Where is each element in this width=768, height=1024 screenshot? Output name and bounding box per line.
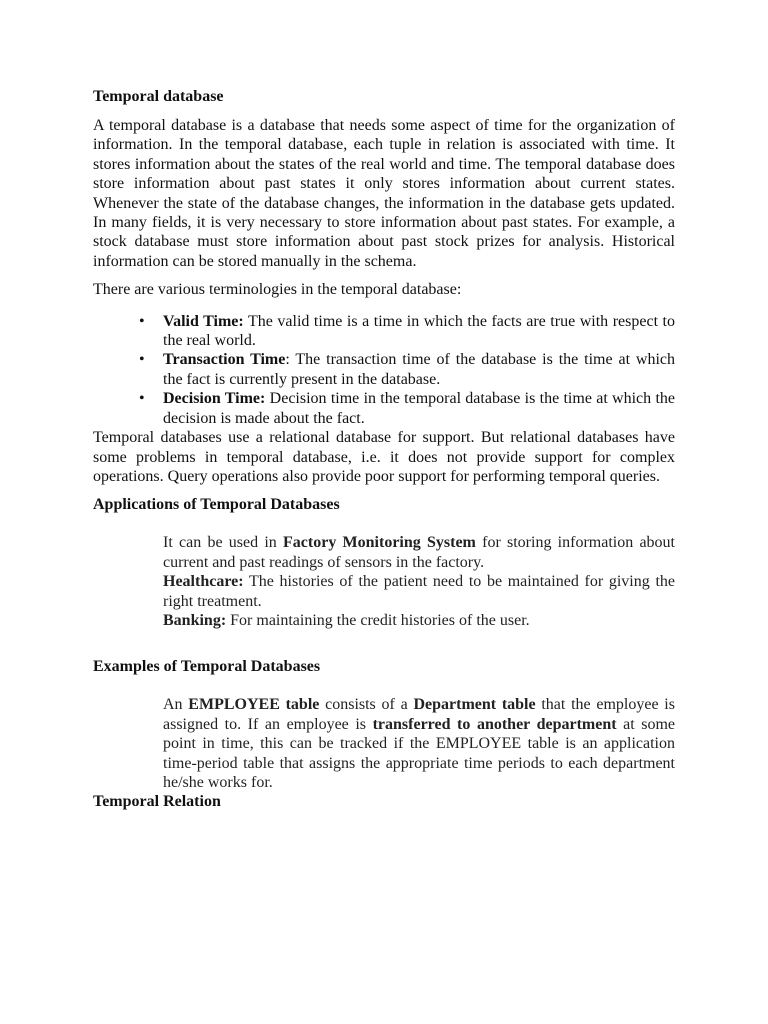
- bullet-icon: •: [139, 351, 145, 369]
- terminology-lead: There are various terminologies in the temporal database:: [93, 281, 462, 299]
- text-span: It can be used in: [163, 534, 284, 552]
- term-description: : The transaction time of the database is the time at which the fact is currently present in the database.: [163, 351, 676, 388]
- text-span: An: [163, 696, 189, 714]
- terminology-list: [93, 312, 675, 428]
- term-decision-time: Decision Time:: [163, 390, 266, 408]
- bullet-icon: •: [139, 312, 145, 330]
- document-page: [93, 87, 675, 812]
- term-transaction-time: Transaction Time: [163, 351, 286, 369]
- bullet-icon: •: [139, 390, 145, 408]
- application-factory: [93, 533, 675, 572]
- text-span: at some point in time, this can be tracked if the EMPLOYEE table is an application time-period table that assigns the appropriate time periods to each department he/she works for.: [163, 715, 676, 791]
- intro-paragraph: A temporal database is a database that needs some aspect of time for the organization of information. In the temporal database, each tuple in relation is associated with time. It stores information about the states of the real world and time. The temporal database does store information about past states it only stores information about current states. Whenever the state of the database changes, the information in the database gets updated. In many fields, it is very necessary to store information about past states. For example, a stock database must store information about past stock prizes for analysis. Historical information can be stored manually in the schema.: [93, 117, 675, 270]
- list-item: [93, 350, 675, 389]
- bold-span: Healthcare:: [163, 573, 244, 591]
- section-title-applications: Applications of Temporal Databases: [93, 496, 340, 514]
- example-paragraph: [93, 695, 675, 792]
- bold-span: EMPLOYEE table: [188, 696, 320, 714]
- application-banking: [93, 611, 675, 630]
- text-span: The histories of the patient need to be maintained for giving the right treatment.: [163, 573, 675, 610]
- closing-paragraph: Temporal databases use a relational database for support. But relational databases have some problems in temporal database, i.e. it does not provide support for complex operations. Query operations also provide poor support for performing temporal queries.: [93, 429, 675, 485]
- section-title-temporal-relation: Temporal Relation: [93, 793, 221, 811]
- list-item: [93, 312, 675, 351]
- text-span: For maintaining the credit histories of the user.: [226, 611, 530, 629]
- bold-span: transferred to another department: [372, 715, 617, 733]
- section-title-temporal-database: Temporal database: [93, 88, 224, 105]
- term-valid-time: Valid Time:: [163, 312, 244, 330]
- term-description: Decision time in the temporal database is the time at which the decision is made about the fact.: [163, 390, 675, 427]
- text-span: for storing information about current and past readings of sensors in the factory.: [163, 534, 676, 571]
- bold-span: Department table: [413, 696, 536, 714]
- term-description: The valid time is a time in which the facts are true with respect to the real world.: [163, 312, 676, 350]
- application-healthcare: [93, 572, 675, 611]
- section-title-examples: Examples of Temporal Databases: [93, 658, 321, 676]
- list-item: [93, 389, 675, 428]
- bold-span: Banking:: [163, 611, 227, 629]
- text-span: consists of a: [319, 696, 414, 714]
- text-span: that the employee is assigned to. If an employee is: [163, 696, 675, 733]
- bold-span: Factory Monitoring System: [283, 534, 476, 552]
